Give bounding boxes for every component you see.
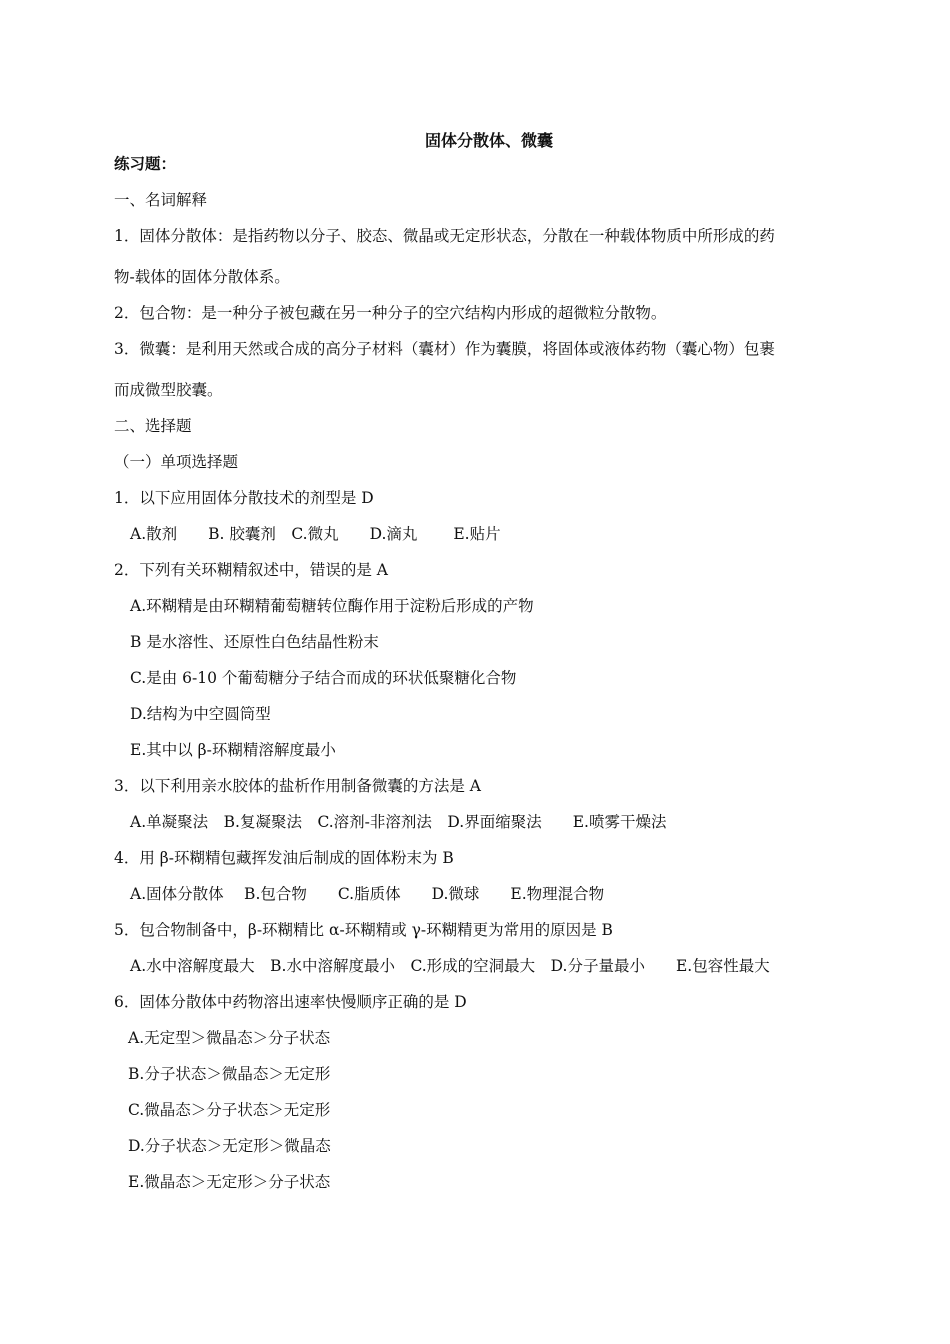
section1-heading: 一、名词解释 — [114, 191, 208, 209]
question-6-option-b: B.分子状态＞微晶态＞无定形 — [128, 1065, 331, 1083]
question-3-options: A.单凝聚法 B.复凝聚法 C.溶剂-非溶剂法 D.界面缩聚法 E.喷雾干燥法 — [130, 813, 667, 831]
document-title: 固体分散体、微囊 — [424, 131, 553, 150]
question-1-options: A.散剂 B. 胶囊剂 C.微丸 D.滴丸 E.贴片 — [130, 525, 501, 543]
exercise-heading: 练习题： — [114, 155, 177, 173]
question-2-option-e: E.其中以 β-环糊精溶解度最小 — [130, 741, 336, 759]
question-6-option-d: D.分子状态＞无定形＞微晶态 — [128, 1137, 331, 1155]
question-2: 2．下列有关环糊精叙述中，错误的是 A — [114, 561, 388, 579]
question-1: 1．以下应用固体分散技术的剂型是 D — [114, 489, 374, 507]
question-2-option-c: C.是由 6-10 个葡萄糖分子结合而成的环状低聚糖化合物 — [130, 669, 517, 687]
term-3-line1: 3．微囊：是利用天然或合成的高分子材料（囊材）作为囊膜，将固体或液体药物（囊心物）包裹 — [114, 340, 775, 358]
question-4: 4．用 β-环糊精包藏挥发油后制成的固体粉末为 B — [114, 849, 454, 867]
question-6-option-a: A.无定型＞微晶态＞分子状态 — [128, 1029, 331, 1047]
question-6: 6．固体分散体中药物溶出速率快慢顺序正确的是 D — [114, 993, 467, 1011]
section2-subheading: （一）单项选择题 — [114, 453, 239, 471]
term-1-line2: 物-载体的固体分散体系。 — [114, 268, 290, 286]
section2-heading: 二、选择题 — [114, 417, 192, 435]
question-6-option-c: C.微晶态＞分子状态＞无定形 — [128, 1101, 331, 1119]
question-3: 3．以下利用亲水胶体的盐析作用制备微囊的方法是 A — [114, 777, 481, 795]
term-1-line1: 1．固体分散体：是指药物以分子、胶态、微晶或无定形状态，分散在一种载体物质中所形成的药 — [114, 227, 775, 245]
question-5: 5．包合物制备中，β-环糊精比 α-环糊精或 γ-环糊精更为常用的原因是 B — [114, 921, 613, 939]
question-2-option-a: A.环糊精是由环糊精葡萄糖转位酶作用于淀粉后形成的产物 — [130, 597, 534, 615]
question-2-option-d: D.结构为中空圆筒型 — [130, 705, 271, 723]
term-3-line2: 而成微型胶囊。 — [114, 381, 223, 399]
question-4-options: A.固体分散体 B.包合物 C.脂质体 D.微球 E.物理混合物 — [130, 885, 605, 903]
question-6-option-e: E.微晶态＞无定形＞分子状态 — [128, 1173, 331, 1191]
term-2-line1: 2．包合物：是一种分子被包藏在另一种分子的空穴结构内形成的超微粒分散物。 — [114, 304, 667, 322]
question-5-options: A.水中溶解度最大 B.水中溶解度最小 C.形成的空洞最大 D.分子量最小 E.包容性最大 — [130, 957, 770, 975]
question-2-option-b: B 是水溶性、还原性白色结晶性粉末 — [130, 633, 379, 651]
